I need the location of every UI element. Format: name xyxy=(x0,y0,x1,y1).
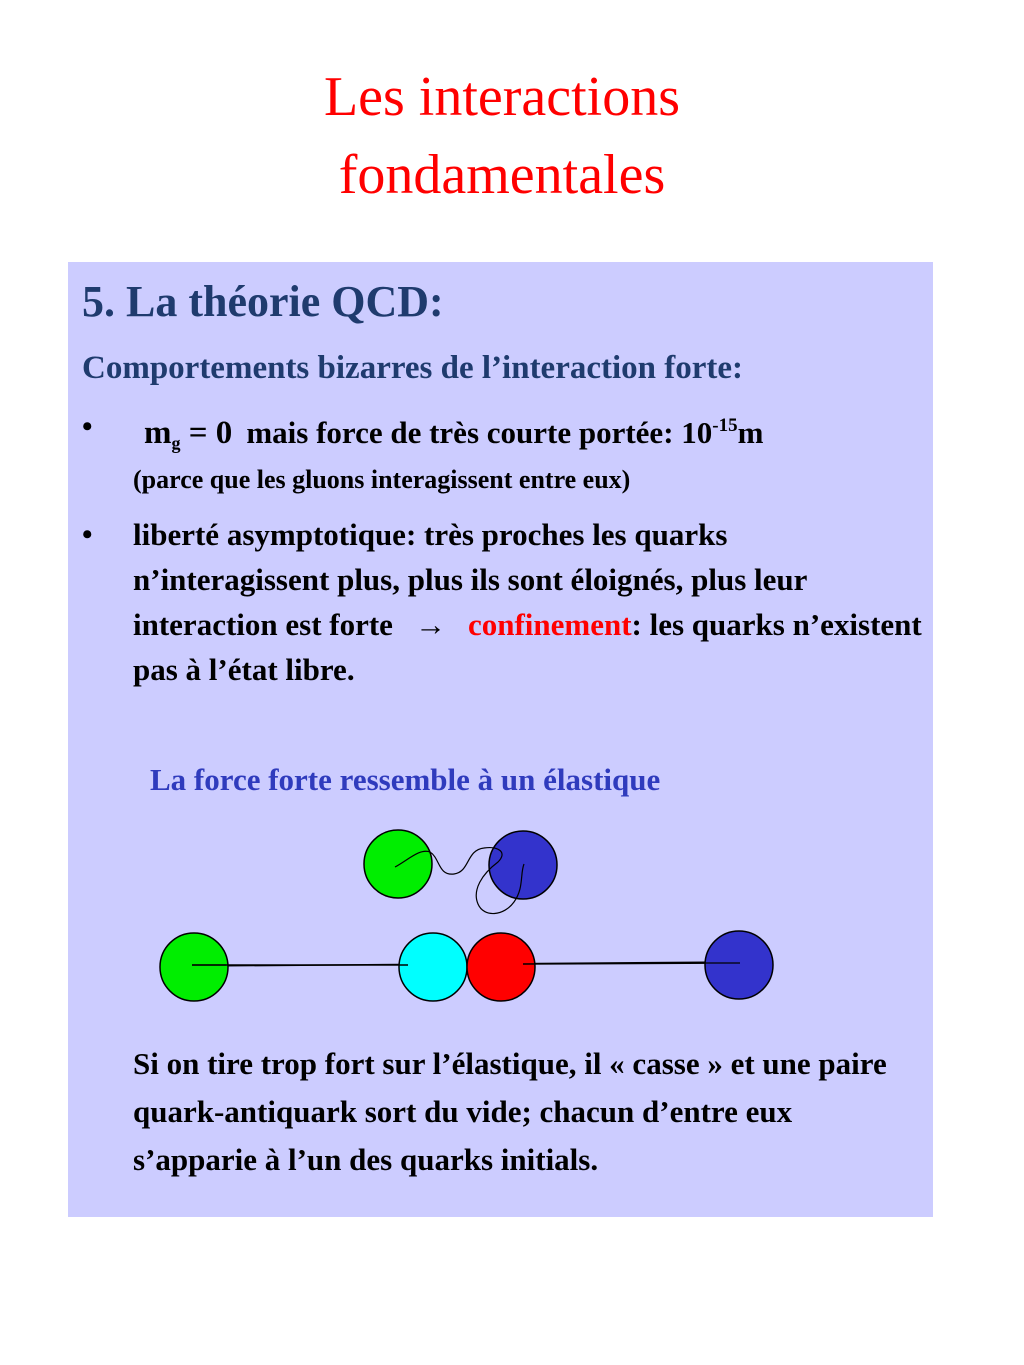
quark-green-top xyxy=(364,830,432,898)
bullet-marker-2: • xyxy=(82,518,93,551)
slide-title xyxy=(0,58,1004,214)
confinement-rest: : les quarks n’existent pas à l’état libre. xyxy=(133,607,922,687)
arrow-icon: → xyxy=(414,607,446,642)
quark-blue-bottom xyxy=(705,931,773,999)
content-panel xyxy=(68,262,933,1217)
quark-green-bottom xyxy=(160,933,228,1001)
range-exponent: -15 xyxy=(712,415,738,436)
freedom-text: liberté asymptotique: très proches les quarks n’interagissent plus, plus ils sont éloignés, plus leur interaction est forte xyxy=(133,517,807,642)
antiquark-cyan xyxy=(399,933,467,1001)
title-line-2: fondamentales xyxy=(338,144,666,206)
bullet-marker-1: • xyxy=(82,410,93,443)
mass-subscript: g xyxy=(171,433,181,453)
range-unit: m xyxy=(737,415,764,450)
range-text: mais force de très courte portée: 10 xyxy=(246,415,713,450)
elastic-caption: La force forte ressemble à un élastique xyxy=(150,762,661,797)
elastic-diagram xyxy=(68,262,933,1022)
section-heading: 5. La théorie QCD: xyxy=(82,277,444,326)
mass-value: = 0 xyxy=(180,415,233,451)
quark-red xyxy=(467,933,535,1001)
section-subheading: Comportements bizarres de l’interaction forte: xyxy=(82,350,744,386)
quark-blue-top xyxy=(489,831,557,899)
mass-symbol: m xyxy=(144,415,172,451)
confinement-term: confinement xyxy=(467,607,632,642)
conclusion-text: Si on tire trop fort sur l’élastique, il « casse » et une paire quark-antiquark sort du vide; chacun d’entre eux s’apparie à l’un des quarks initials. xyxy=(133,1046,887,1177)
title-line-1: Les interactions xyxy=(323,66,681,128)
gluon-note: (parce que les gluons interagissent entre eux) xyxy=(133,465,631,494)
